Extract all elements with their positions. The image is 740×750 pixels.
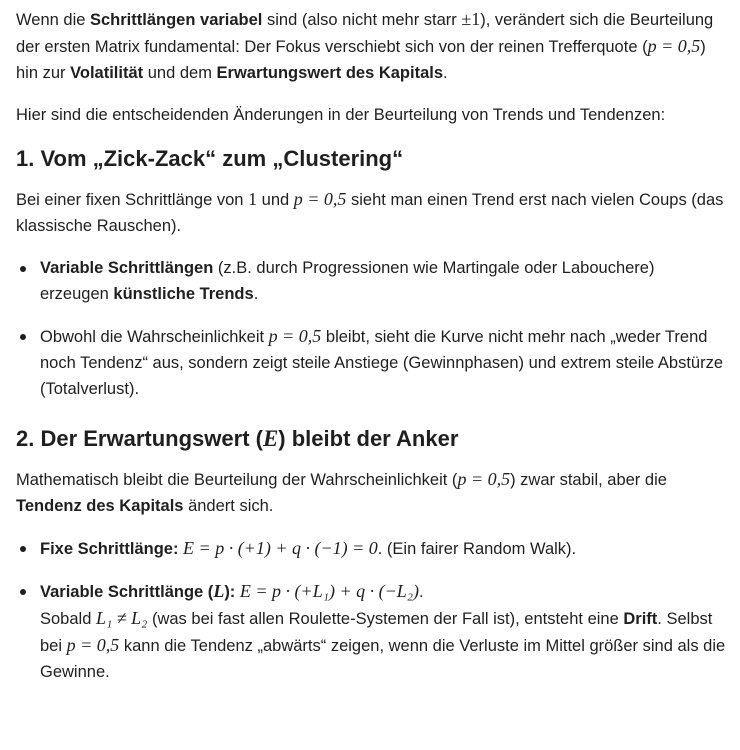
intro-paragraph-1: Wenn die Schrittlängen variabel sind (also nicht mehr starr ±1), verändert sich die Beurteilung der ersten Matrix fundamental: Der Fokus verschiebt sich von der reinen Trefferquote (p = 0,5) hin zur Volatilität und dem Erwartungswert des Kapitals. — [16, 9, 714, 82]
section-1-list — [16, 255, 726, 402]
bullet-icon — [20, 266, 26, 272]
bullet-icon — [20, 334, 26, 340]
section-2-list — [16, 535, 726, 685]
list-item: Variable Schrittlänge (L): E = p · (+L₁) + q · (−L₂). Sobald L₁ ≠ L₂ (was bei fast allen Roulette-Systemen der Fall ist), entsteht eine Drift. Selbst bei p = 0,5 kann die Tendenz „abwärts“ zeigen, wenn die Verluste im Mittel größer sind als die Gewinne. — [16, 578, 726, 685]
list-item: Obwohl die Wahrscheinlichkeit p = 0,5 bleibt, sieht die Kurve nicht mehr nach „weder Trend noch Tendenz“ aus, sondern zeigt steile Anstiege (Gewinnphasen) und extrem steile Abstürze (Totalverlust). — [16, 323, 726, 402]
bullet-icon — [20, 589, 26, 595]
section-2-paragraph: Mathematisch bleibt die Beurteilung der Wahrscheinlichkeit (p = 0,5) zwar stabil, aber die Tendenz des Kapitals ändert sich. — [16, 469, 667, 515]
section-2-heading: 2. Der Erwartungswert (E) bleibt der Anker — [16, 426, 459, 451]
intro-paragraph-2: Hier sind die entscheidenden Änderungen in der Beurteilung von Trends und Tendenzen: — [16, 106, 666, 124]
section-1-paragraph: Bei einer fixen Schrittlänge von 1 und p = 0,5 sieht man einen Trend erst nach vielen Coups (das klassische Rauschen). — [16, 189, 724, 235]
bullet-icon — [20, 546, 26, 552]
section-1-heading: 1. Vom „Zick-Zack“ zum „Clustering“ — [16, 146, 404, 171]
list-item: Variable Schrittlängen (z.B. durch Progressionen wie Martingale oder Labouchere) erzeugen künstliche Trends. — [16, 255, 726, 307]
list-item: Fixe Schrittlänge: E = p · (+1) + q · (−1) = 0. (Ein fairer Random Walk). — [16, 535, 726, 562]
